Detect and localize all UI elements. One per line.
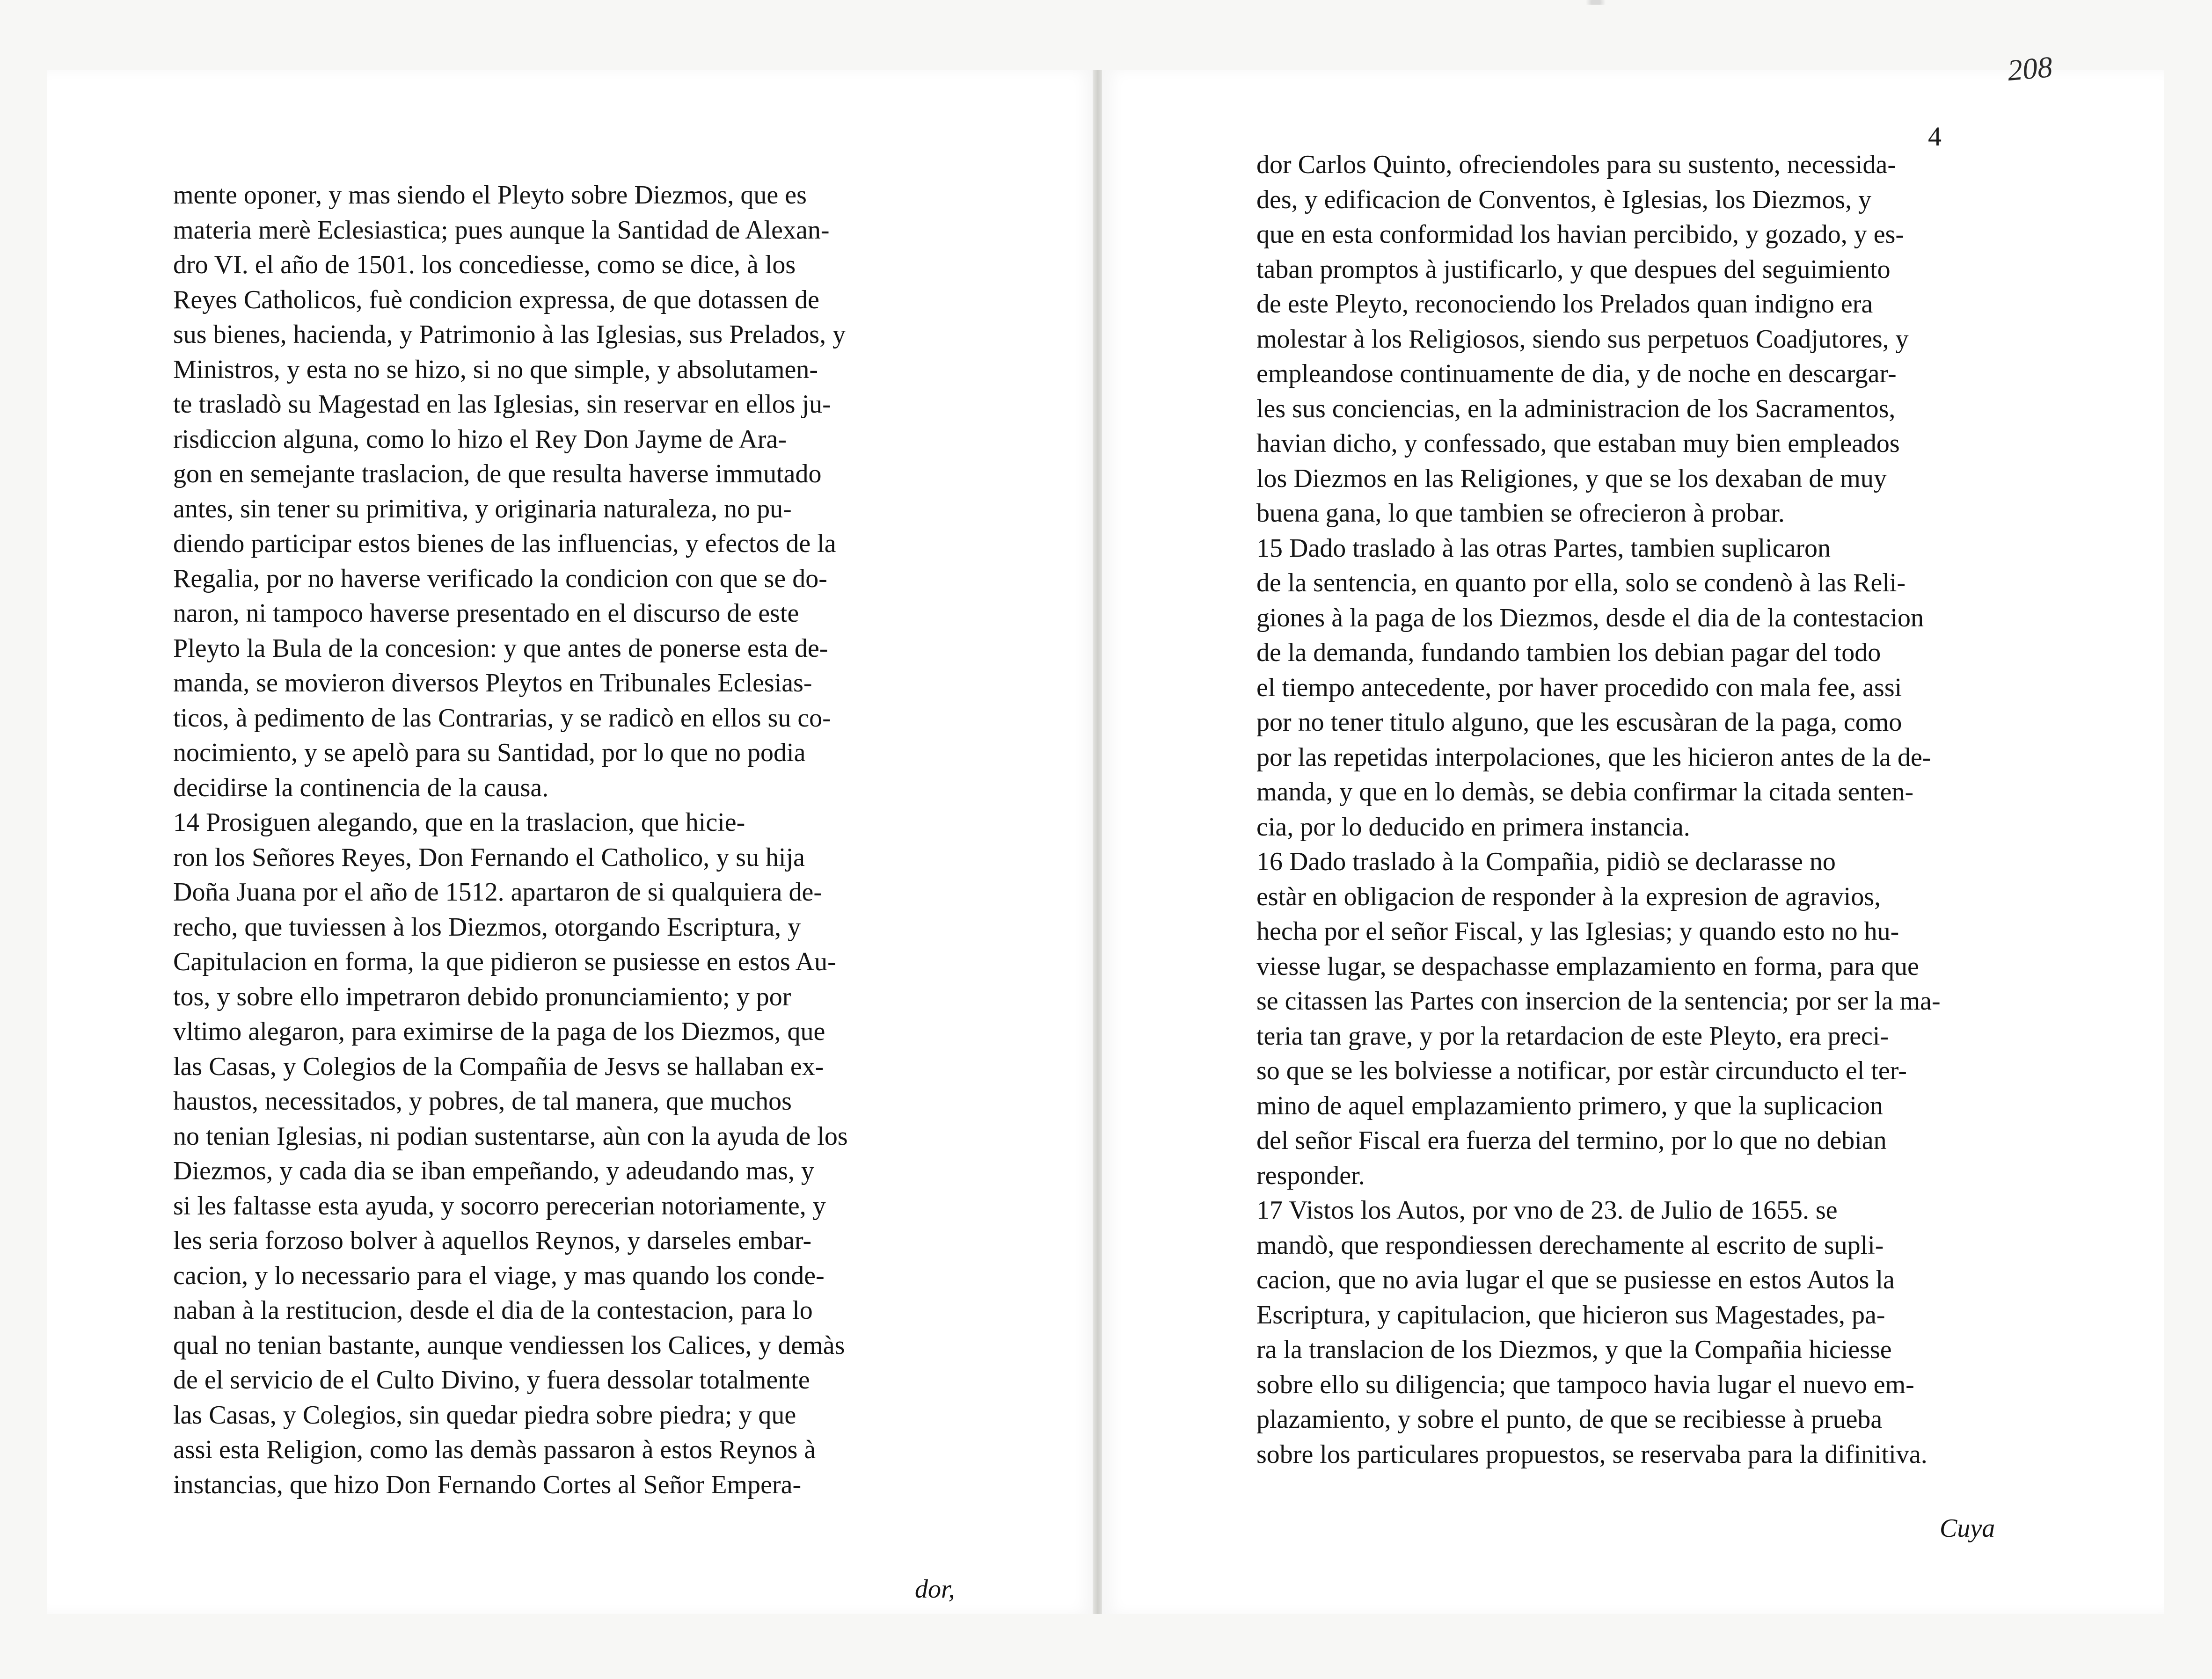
left-page-text-line: ticos, à pedimento de las Contrarias, y se radicò en ellos su co- [173, 703, 831, 733]
right-page-text-line: mandò, que respondiessen derechamente al escrito de supli- [1256, 1230, 1884, 1260]
left-page-text-line: Diezmos, y cada dia se iban empeñando, y adeudando mas, y [173, 1156, 815, 1185]
right-page-text-line: 15 Dado traslado à las otras Partes, tambien suplicaron [1256, 533, 1831, 563]
left-page-text-line: Ministros, y esta no se hizo, si no que simple, y absolutamen- [173, 355, 818, 384]
left-page-text-line: no tenian Iglesias, ni podian sustentarse, aùn con la ayuda de los [173, 1121, 848, 1151]
left-page-text-line: les seria forzoso bolver à aquellos Reynos, y darseles embar- [173, 1226, 812, 1255]
left-page-text-line: sus bienes, hacienda, y Patrimonio à las Iglesias, sus Prelados, y [173, 320, 846, 349]
right-page-text-line: sobre ello su diligencia; que tampoco havia lugar el nuevo em- [1256, 1370, 1914, 1399]
left-catchword: dor, [915, 1575, 955, 1604]
right-page-text-line: des, y edificacion de Conventos, è Iglesias, los Diezmos, y [1256, 185, 1872, 214]
left-page-text-line: materia merè Eclesiastica; pues aunque la Santidad de Alexan- [173, 215, 830, 245]
right-page-text-line: del señor Fiscal era fuerza del termino, por lo que no debian [1256, 1126, 1887, 1155]
right-page-text-line: cacion, que no avia lugar el que se pusiesse en estos Autos la [1256, 1265, 1895, 1294]
right-page-text-line: estàr en obligacion de responder à la expresion de agravios, [1256, 882, 1881, 911]
right-page-text-line: cia, por lo deducido en primera instancia. [1256, 812, 1690, 842]
left-page-text-line: diendo participar estos bienes de las influencias, y efectos de la [173, 529, 836, 558]
left-page [47, 70, 1095, 1614]
left-page-text-line: Doña Juana por el año de 1512. apartaron de si qualquiera de- [173, 878, 823, 907]
right-page [1102, 70, 2164, 1614]
left-page-text-line: vltimo alegaron, para eximirse de la paga de los Diezmos, que [173, 1017, 825, 1046]
left-page-text [173, 178, 1015, 1502]
left-page-text-line: nocimiento, y se apelò para su Santidad, por lo que no podia [173, 738, 806, 767]
left-page-text-line: antes, sin tener su primitiva, y originaria naturaleza, no pu- [173, 494, 792, 523]
left-page-text-line: las Casas, y Colegios, sin quedar piedra sobre piedra; y que [173, 1400, 796, 1430]
left-page-text-line: si les faltasse esta ayuda, y socorro perecerian notoriamente, y [173, 1191, 826, 1221]
folio-number: 208 [2006, 50, 2054, 87]
right-page-text-line: manda, y que en lo demàs, se debia confirmar la citada senten- [1256, 778, 1914, 807]
right-page-text-line: se citassen las Partes con insercion de la sentencia; por ser la ma- [1256, 987, 1941, 1016]
right-page-text [1256, 147, 2113, 1472]
right-page-text-line: de la sentencia, en quanto por ella, solo se condenò à las Reli- [1256, 568, 1906, 597]
right-page-text-line: 17 Vistos los Autos, por vno de 23. de Julio de 1655. se [1256, 1196, 1838, 1225]
right-page-text-line: el tiempo antecedente, por haver procedido con mala fee, assi [1256, 673, 1902, 702]
right-page-text-line: les sus conciencias, en la administracion de los Sacramentos, [1256, 394, 1896, 423]
right-page-text-line: los Diezmos en las Religiones, y que se los dexaban de muy [1256, 464, 1887, 493]
left-page-text-line: naron, ni tampoco haverse presentado en el discurso de este [173, 599, 799, 628]
right-page-text-line: por no tener titulo alguno, que les escusàran de la paga, como [1256, 708, 1902, 737]
left-page-text-line: risdiccion alguna, como lo hizo el Rey Don Jayme de Ara- [173, 424, 787, 454]
left-page-text-line: Capitulacion en forma, la que pidieron se pusiesse en estos Au- [173, 947, 836, 976]
left-page-text-line: tos, y sobre ello impetraron debido pronunciamiento; y por [173, 982, 791, 1011]
right-page-text-line: teria tan grave, y por la retardacion de este Pleyto, era preci- [1256, 1021, 1889, 1051]
right-page-text-line: so que se les bolviesse a notificar, por estàr circunducto el ter- [1256, 1056, 1907, 1085]
right-page-text-line: empleandose continuamente de dia, y de noche en descargar- [1256, 359, 1897, 388]
right-page-text-line: sobre los particulares propuestos, se reservaba para la difinitiva. [1256, 1439, 1927, 1469]
ink-blot [1582, 0, 1610, 5]
left-page-text-line: assi esta Religion, como las demàs passaron à estos Reynos à [173, 1435, 816, 1464]
left-page-text-line: gon en semejante traslacion, de que resulta haverse immutado [173, 459, 822, 488]
right-page-text-line: viesse lugar, se despachasse emplazamiento en forma, para que [1256, 952, 1919, 981]
left-page-text-line: manda, se movieron diversos Pleytos en Tribunales Eclesias- [173, 669, 812, 698]
left-page-text-line: decidirse la continencia de la causa. [173, 773, 549, 802]
right-page-text-line: responder. [1256, 1161, 1365, 1190]
right-catchword: Cuya [1940, 1514, 1995, 1543]
left-page-text-line: Pleyto la Bula de la concesion: y que antes de ponerse esta de- [173, 633, 828, 663]
left-page-text-line: instancias, que hizo Don Fernando Cortes al Señor Empera- [173, 1470, 802, 1499]
left-page-text-line: ron los Señores Reyes, Don Fernando el Catholico, y su hija [173, 843, 805, 872]
right-page-text-line: giones à la paga de los Diezmos, desde el dia de la contestacion [1256, 603, 1924, 632]
right-page-text-line: dor Carlos Quinto, ofreciendoles para su sustento, necessida- [1256, 150, 1896, 179]
right-page-text-line: havian dicho, y confessado, que estaban muy bien empleados [1256, 429, 1900, 458]
right-page-text-line: Escriptura, y capitulacion, que hicieron sus Magestades, pa- [1256, 1300, 1885, 1330]
right-page-text-line: de este Pleyto, reconociendo los Prelados quan indigno era [1256, 290, 1873, 319]
right-page-text-line: hecha por el señor Fiscal, y las Iglesias; y quando esto no hu- [1256, 917, 1899, 946]
left-page-text-line: naban à la restitucion, desde el dia de la contestacion, para lo [173, 1296, 813, 1325]
right-page-text-line: que en esta conformidad los havian percibido, y gozado, y es- [1256, 220, 1905, 249]
right-page-text-line: 16 Dado traslado à la Compañia, pidiò se declarasse no [1256, 847, 1836, 876]
left-page-text-line: recho, que tuviessen à los Diezmos, otorgando Escriptura, y [173, 912, 801, 942]
right-page-text-line: buena gana, lo que tambien se ofrecieron à probar. [1256, 499, 1785, 528]
left-page-text-line: mente oponer, y mas siendo el Pleyto sobre Diezmos, que es [173, 181, 807, 210]
left-page-text-line: Regalia, por no haverse verificado la condicion con que se do- [173, 564, 827, 593]
right-page-text-line: taban promptos à justificarlo, y que despues del seguimiento [1256, 254, 1891, 284]
right-page-text-line: plazamiento, y sobre el punto, de que se recibiesse à prueba [1256, 1405, 1883, 1434]
right-page-text-line: ra la translacion de los Diezmos, y que la Compañia hiciesse [1256, 1335, 1892, 1364]
right-page-text-line: mino de aquel emplazamiento primero, y que la suplicacion [1256, 1091, 1883, 1120]
left-page-text-line: las Casas, y Colegios de la Compañia de Jesvs se hallaban ex- [173, 1052, 824, 1081]
right-page-text-line: de la demanda, fundando tambien los debian pagar del todo [1256, 638, 1881, 667]
left-page-text-line: 14 Prosiguen alegando, que en la traslacion, que hicie- [173, 808, 745, 837]
left-page-text-line: haustos, necessitados, y pobres, de tal manera, que muchos [173, 1087, 792, 1116]
left-page-text-line: cacion, y lo necessario para el viage, y mas quando los conde- [173, 1261, 825, 1290]
left-page-text-line: de el servicio de el Culto Divino, y fuera dessolar totalmente [173, 1366, 810, 1395]
left-page-text-line: Reyes Catholicos, fuè condicion expressa, de que dotassen de [173, 285, 819, 314]
left-page-text-line: te trasladò su Magestad en las Iglesias, sin reservar en ellos ju- [173, 390, 831, 419]
page-number: 4 [1928, 121, 1942, 152]
right-page-text-line: molestar à los Religiosos, siendo sus perpetuos Coadjutores, y [1256, 324, 1909, 354]
left-page-text-line: dro VI. el año de 1501. los concediesse, como se dice, à los [173, 250, 796, 279]
left-page-text-line: qual no tenian bastante, aunque vendiessen los Calices, y demàs [173, 1330, 845, 1360]
right-page-text-line: por las repetidas interpolaciones, que les hicieron antes de la de- [1256, 742, 1931, 772]
